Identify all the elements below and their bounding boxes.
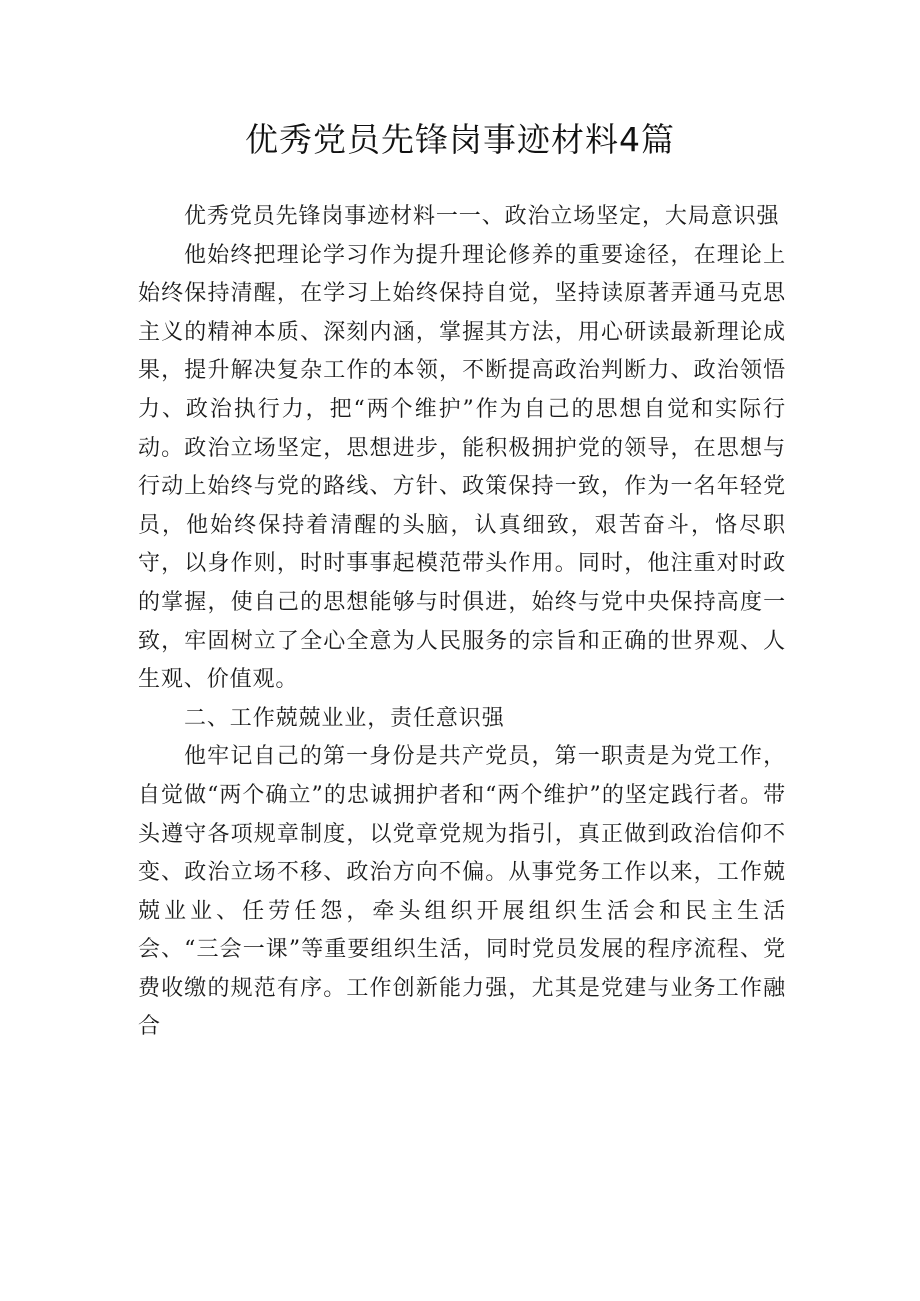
paragraph-2: 他牢记自己的第一身份是共产党员，第一职责是为党工作，自觉做“两个确立”的忠诚拥护者和“两个维护”的坚定践行者。带头遵守各项规章制度，以党章党规为指引，真正做到政治信仰不变、政治立场不移、政治方向不偏。从事党务工作以来，工作兢兢业业、任劳任怨，牵头组织开展组织生活会和民主生活会、“三会一课”等重要组织生活，同时党员发展的程序流程、党费收缴的规范有序。工作创新能力强，尤其是党建与业务工作融合 — [138, 744, 786, 1040]
section-heading-2: 二、工作兢兢业业，责任意识强 — [184, 705, 505, 731]
document-body — [138, 198, 786, 1047]
section-heading-1: 优秀党员先锋岗事迹材料一一、政治立场坚定，大局意识强 — [184, 204, 780, 229]
paragraph-1: 他始终把理论学习作为提升理论修养的重要途径，在理论上始终保持清醒，在学习上始终保持自觉，坚持读原著弄通马克思主义的精神本质、深刻内涵，掌握其方法，用心研读最新理论成果，提升解决复杂工作的本领，不断提高政治判断力、政治领悟力、政治执行力，把“两个维护”作为自己的思想自觉和实际行动。政治立场坚定，思想进步，能积极拥护党的领导，在思想与行动上始终与党的路线、方针、政策保持一致，作为一名年轻党员，他始终保持着清醒的头脑，认真细致，艰苦奋斗，恪尽职守，以身作则，时时事事起模范带头作用。同时，他注重对时政的掌握，使自己的思想能够与时俱进，始终与党中央保持高度一致，牢固树立了全心全意为人民服务的宗旨和正确的世界观、人生观、价值观。 — [138, 242, 786, 693]
document-title: 优秀党员先锋岗事迹材料4篇 — [245, 120, 675, 159]
